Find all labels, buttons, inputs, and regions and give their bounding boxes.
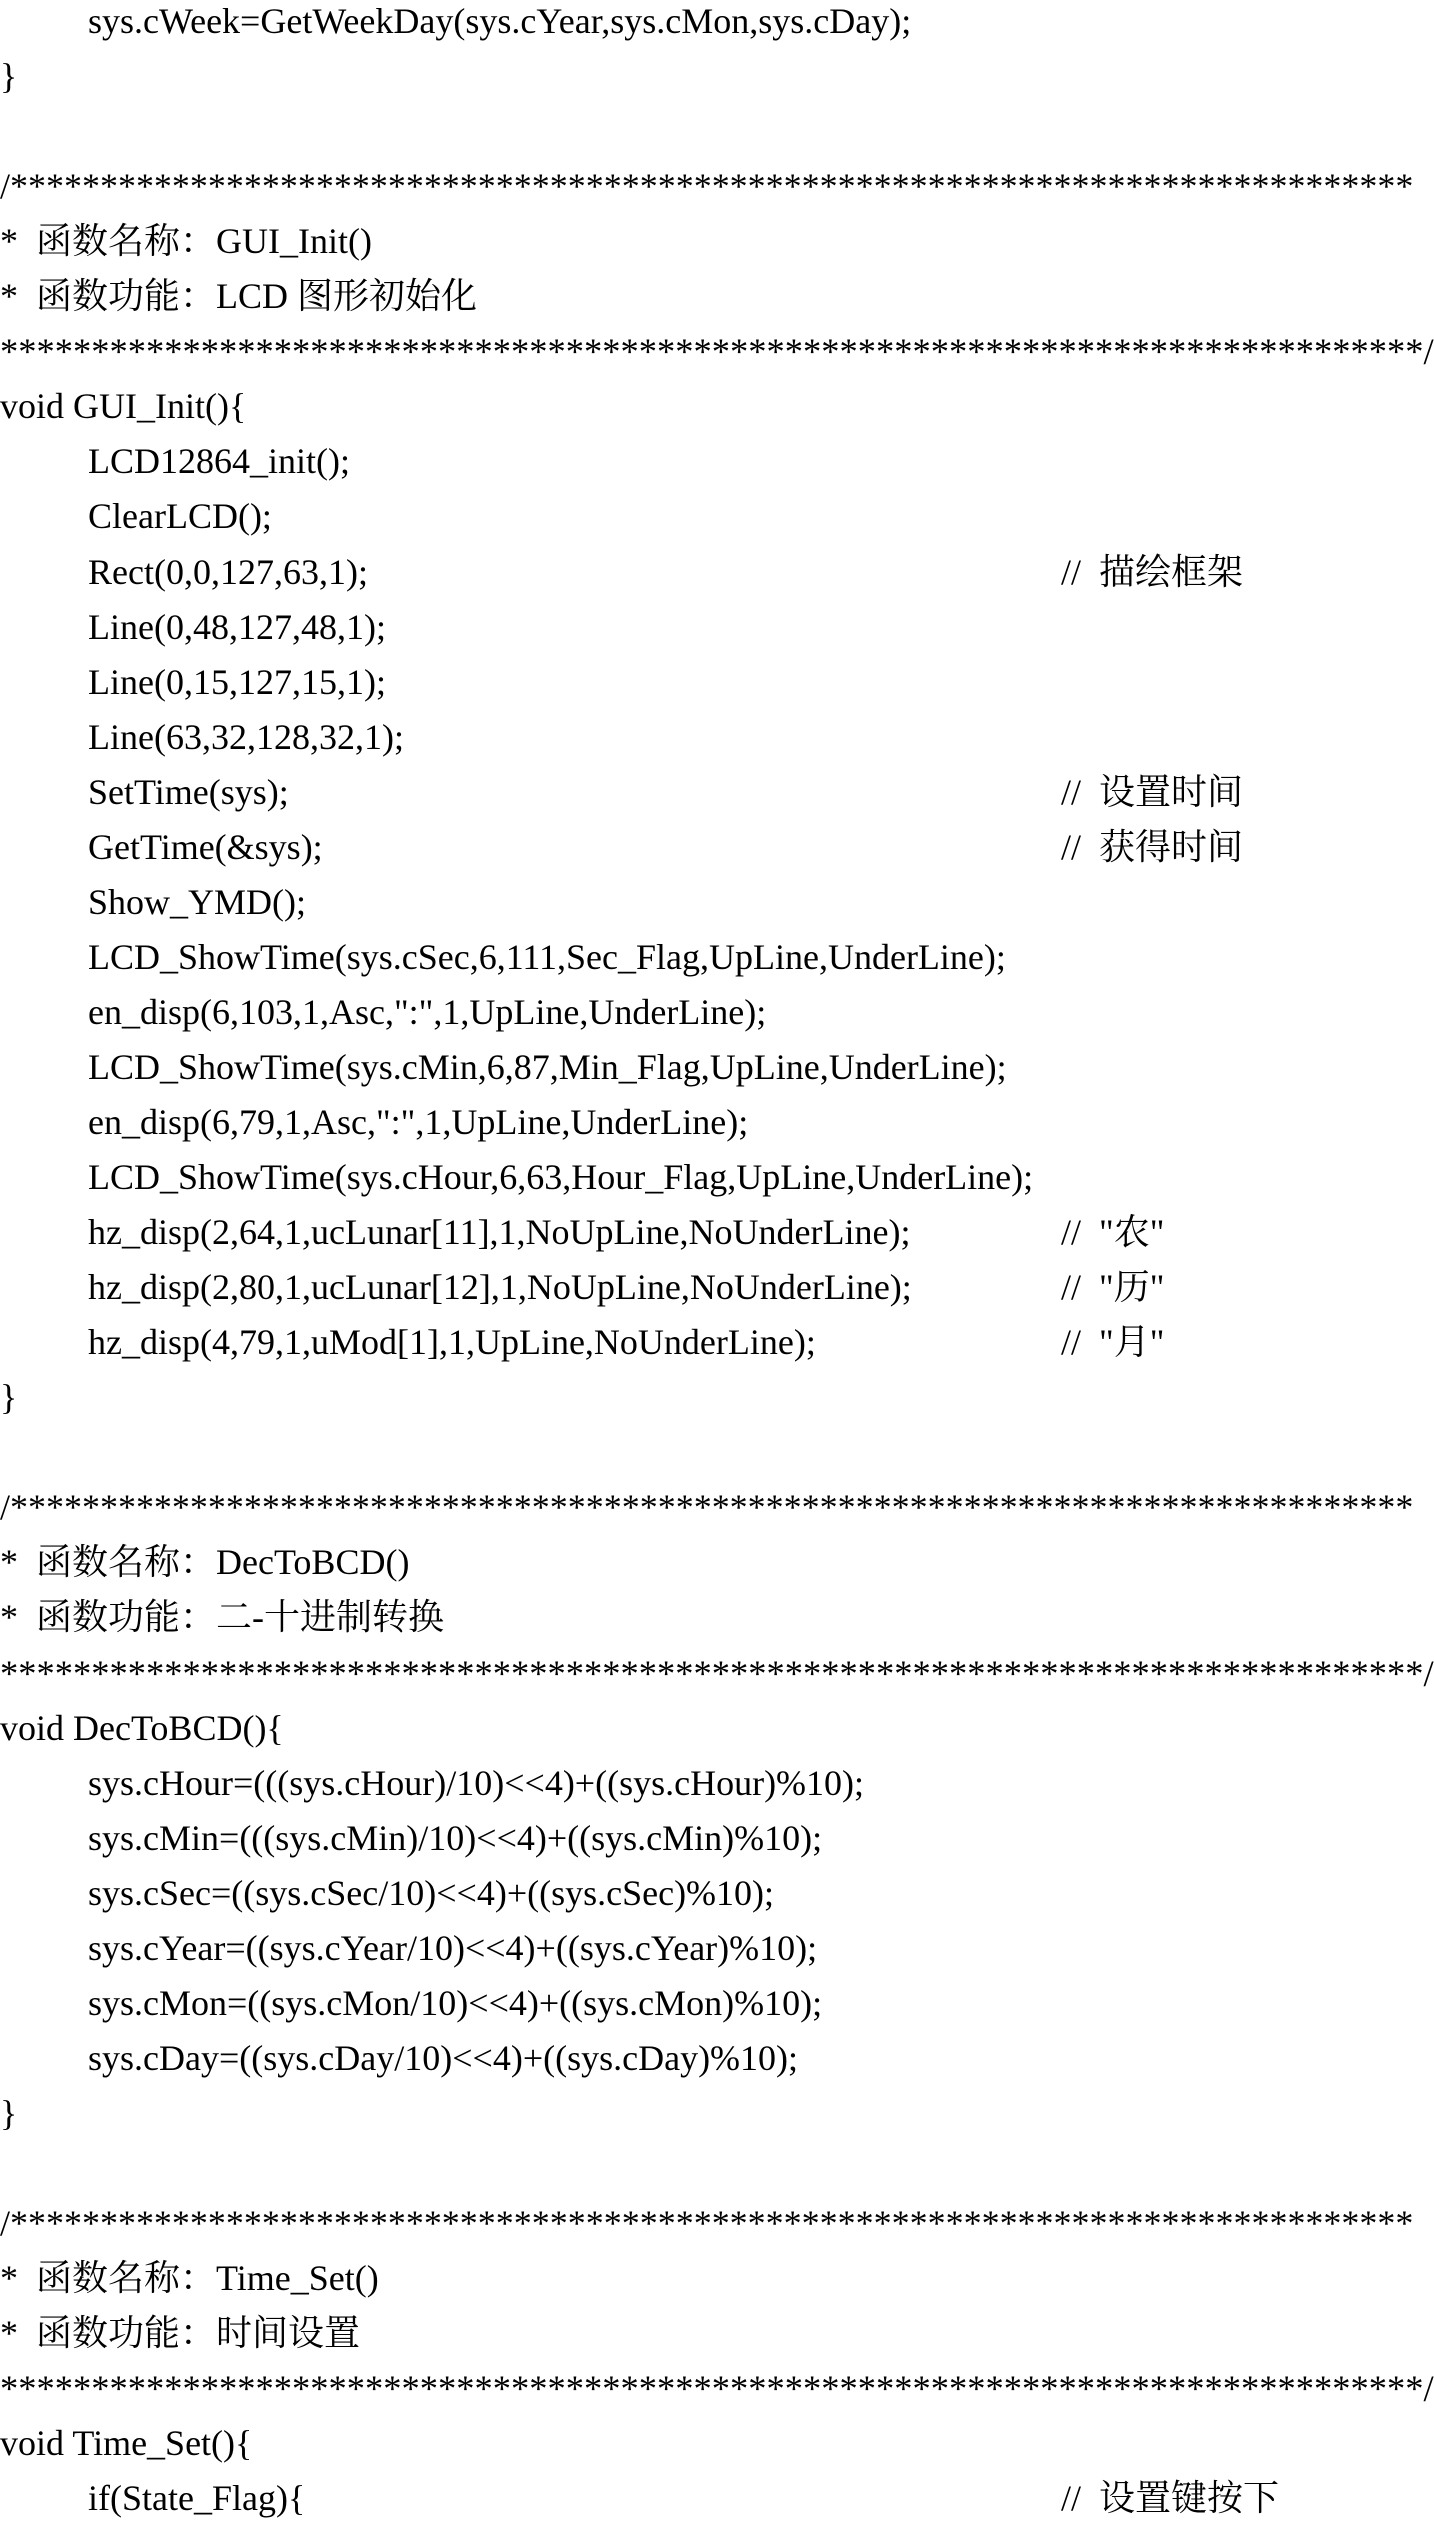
code-text: Line(0,48,127,48,1); [88,607,386,647]
code-comment: // 获得时间 [1061,827,1244,867]
code-text: hz_disp(2,64,1,ucLunar[11],1,NoUpLine,NoUnderLine); [88,1212,911,1252]
code-line [0,2196,1434,2251]
code-line [0,2471,1434,2526]
code-line [0,1425,1434,1480]
code-text: en_disp(6,103,1,Asc,":",1,UpLine,UnderLine); [88,992,767,1032]
code-line [0,765,1434,820]
code-text: * 函数名称：GUI_Init() [0,221,372,261]
code-text: ClearLCD(); [88,496,272,536]
code-text: sys.cHour=(((sys.cHour)/10)<<4)+((sys.cHour)%10); [88,1763,865,1803]
code-line [0,49,1434,104]
code-text: LCD_ShowTime(sys.cMin,6,87,Min_Flag,UpLine,UnderLine); [88,1047,1007,1087]
code-line [0,1315,1434,1370]
code-line [0,434,1434,489]
code-text: LCD_ShowTime(sys.cHour,6,63,Hour_Flag,UpLine,UnderLine); [88,1157,1034,1197]
code-line [0,2361,1434,2416]
code-line [0,104,1434,159]
code-text: hz_disp(2,80,1,ucLunar[12],1,NoUpLine,NoUnderLine); [88,1267,912,1307]
code-line [0,269,1434,324]
code-line [0,2031,1434,2086]
code-line [0,0,1434,49]
code-line [0,930,1434,985]
code-text: sys.cWeek=GetWeekDay(sys.cYear,sys.cMon,sys.cDay); [88,1,912,41]
code-line [0,379,1434,434]
code-text: ******************************************************************************/ [0,2368,1434,2409]
code-text: void GUI_Init(){ [0,386,247,426]
code-text: void DecToBCD(){ [0,1708,284,1748]
code-text: ******************************************************************************/ [0,1653,1434,1694]
code-line [0,489,1434,544]
code-line [0,1370,1434,1425]
code-line [0,2086,1434,2141]
code-text: SetTime(sys); [88,772,289,812]
code-line [0,1976,1434,2031]
code-text: void Time_Set(){ [0,2423,253,2463]
code-line [0,324,1434,379]
code-text: /****************************************************************************** [0,1487,1414,1527]
code-line [0,985,1434,1040]
code-line [0,159,1434,214]
code-text: * 函数功能：二-十进制转换 [0,1597,444,1637]
code-line [0,820,1434,875]
code-line [0,600,1434,655]
code-line [0,214,1434,269]
code-comment: // "月" [1061,1322,1165,1362]
code-text: Rect(0,0,127,63,1); [88,552,368,592]
code-line [0,1095,1434,1150]
code-text: sys.cMon=((sys.cMon/10)<<4)+((sys.cMon)%10); [88,1983,823,2023]
code-line [0,655,1434,710]
code-text: * 函数名称：DecToBCD() [0,1542,410,1582]
code-comment: // 设置时间 [1061,772,1244,812]
code-text: LCD_ShowTime(sys.cSec,6,111,Sec_Flag,UpLine,UnderLine); [88,937,1006,977]
code-text: Show_YMD(); [88,882,307,922]
code-line [0,710,1434,765]
code-text: hz_disp(4,79,1,uMod[1],1,UpLine,NoUnderLine); [88,1322,816,1362]
code-comment: // 设置键按下 [1061,2478,1280,2518]
code-text: sys.cDay=((sys.cDay/10)<<4)+((sys.cDay)%10); [88,2038,799,2078]
code-line [0,1590,1434,1645]
code-text: sys.cMin=(((sys.cMin)/10)<<4)+((sys.cMin)%10); [88,1818,823,1858]
code-line [0,2141,1434,2196]
code-text: /****************************************************************************** [0,166,1414,206]
code-line [0,1480,1434,1535]
code-text: } [0,2093,18,2133]
code-line [0,1535,1434,1590]
code-line [0,875,1434,930]
code-line [0,1701,1434,1756]
code-text: * 函数功能：时间设置 [0,2313,361,2353]
code-text: } [0,1377,18,1417]
code-line [0,2251,1434,2306]
code-line [0,1260,1434,1315]
code-line [0,1756,1434,1811]
code-text: LCD12864_init(); [88,441,350,481]
code-text: GetTime(&sys); [88,827,323,867]
code-line [0,1646,1434,1701]
code-text: * 函数功能：LCD 图形初始化 [0,276,478,316]
code-line [0,2416,1434,2471]
code-line [0,1205,1434,1260]
code-text: } [0,56,18,96]
code-text: Line(63,32,128,32,1); [88,717,404,757]
code-line [0,1866,1434,1921]
code-line [0,1150,1434,1205]
code-text: en_disp(6,79,1,Asc,":",1,UpLine,UnderLine); [88,1102,749,1142]
code-line [0,1921,1434,1976]
code-comment: // 描绘框架 [1061,552,1244,592]
code-text: sys.cSec=((sys.cSec/10)<<4)+((sys.cSec)%10); [88,1873,775,1913]
code-text: * 函数名称：Time_Set() [0,2258,379,2298]
code-line [0,1040,1434,1095]
code-text: sys.cYear=((sys.cYear/10)<<4)+((sys.cYear)%10); [88,1928,818,1968]
code-line [0,1811,1434,1866]
code-text: /****************************************************************************** [0,2203,1414,2243]
code-text: Line(0,15,127,15,1); [88,662,386,702]
code-comment: // "农" [1061,1212,1165,1252]
code-text: if(State_Flag){ [88,2478,306,2518]
code-comment: // "历" [1061,1267,1165,1307]
code-text: ******************************************************************************/ [0,331,1434,372]
code-line [0,2306,1434,2361]
code-line [0,545,1434,600]
